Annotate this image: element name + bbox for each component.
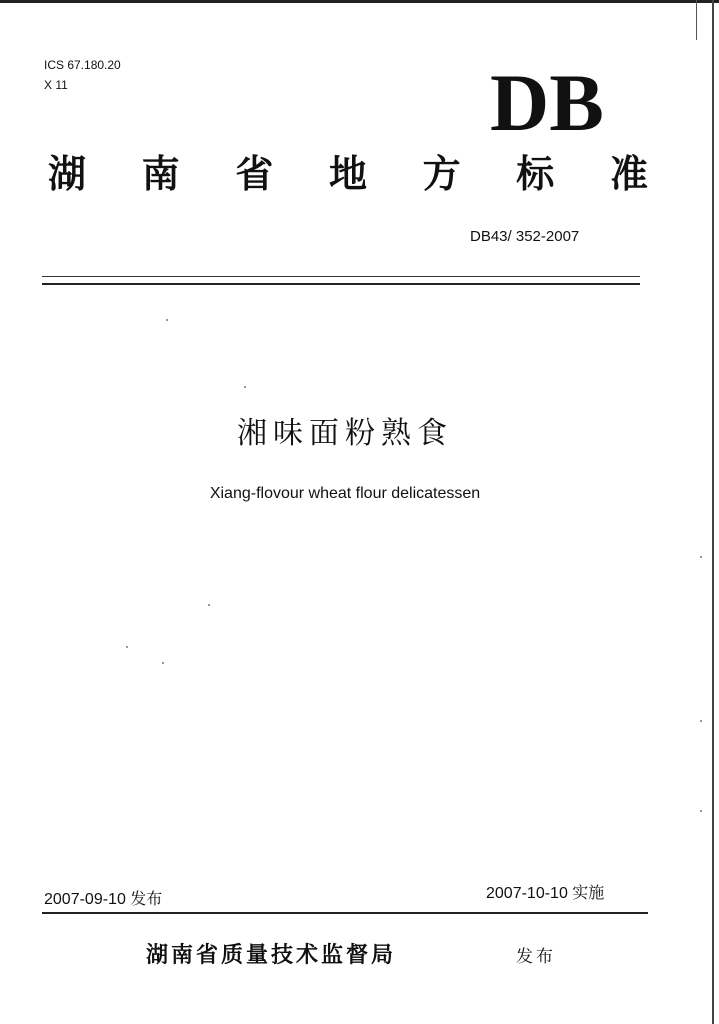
scan-edge-mark	[696, 0, 697, 40]
scan-edge-right	[712, 0, 714, 1024]
footer-rule	[42, 912, 648, 914]
standard-type-title	[48, 152, 648, 196]
standard-type-char: 地	[328, 152, 367, 196]
scan-speck	[700, 720, 702, 722]
scan-speck	[244, 386, 246, 388]
issuer-suffix: 发布	[516, 947, 556, 967]
scan-speck	[162, 662, 164, 664]
scan-speck	[126, 646, 128, 648]
standard-type-char: 南	[141, 152, 180, 196]
ics-code: ICS 67.180.20	[44, 58, 121, 72]
header-rule	[42, 283, 640, 285]
scan-speck	[208, 604, 210, 606]
standard-type-char: 湖	[48, 152, 87, 196]
issuing-authority: 湖南省质量技术监督局	[146, 943, 397, 968]
scan-edge-top	[0, 0, 719, 3]
db-mark: DB	[490, 57, 604, 148]
standard-type-char: 方	[422, 152, 461, 196]
scan-speck	[700, 556, 702, 558]
standard-number: DB43/ 352-2007	[470, 228, 580, 245]
scan-speck	[700, 810, 702, 812]
implementation-date: 2007-10-10 实施	[486, 885, 605, 902]
issue-date: 2007-09-10 发布	[44, 891, 163, 908]
standard-type-char: 准	[609, 152, 648, 196]
standard-type-char: 省	[235, 152, 274, 196]
document-title-en: Xiang-flovour wheat flour delicatessen	[209, 485, 481, 502]
scan-speck	[166, 319, 168, 321]
document-title-cn: 湘味面粉熟食	[237, 416, 453, 451]
classification-code: X 11	[44, 78, 68, 92]
header-rule-thin	[42, 276, 640, 277]
standard-type-char: 标	[516, 152, 555, 196]
